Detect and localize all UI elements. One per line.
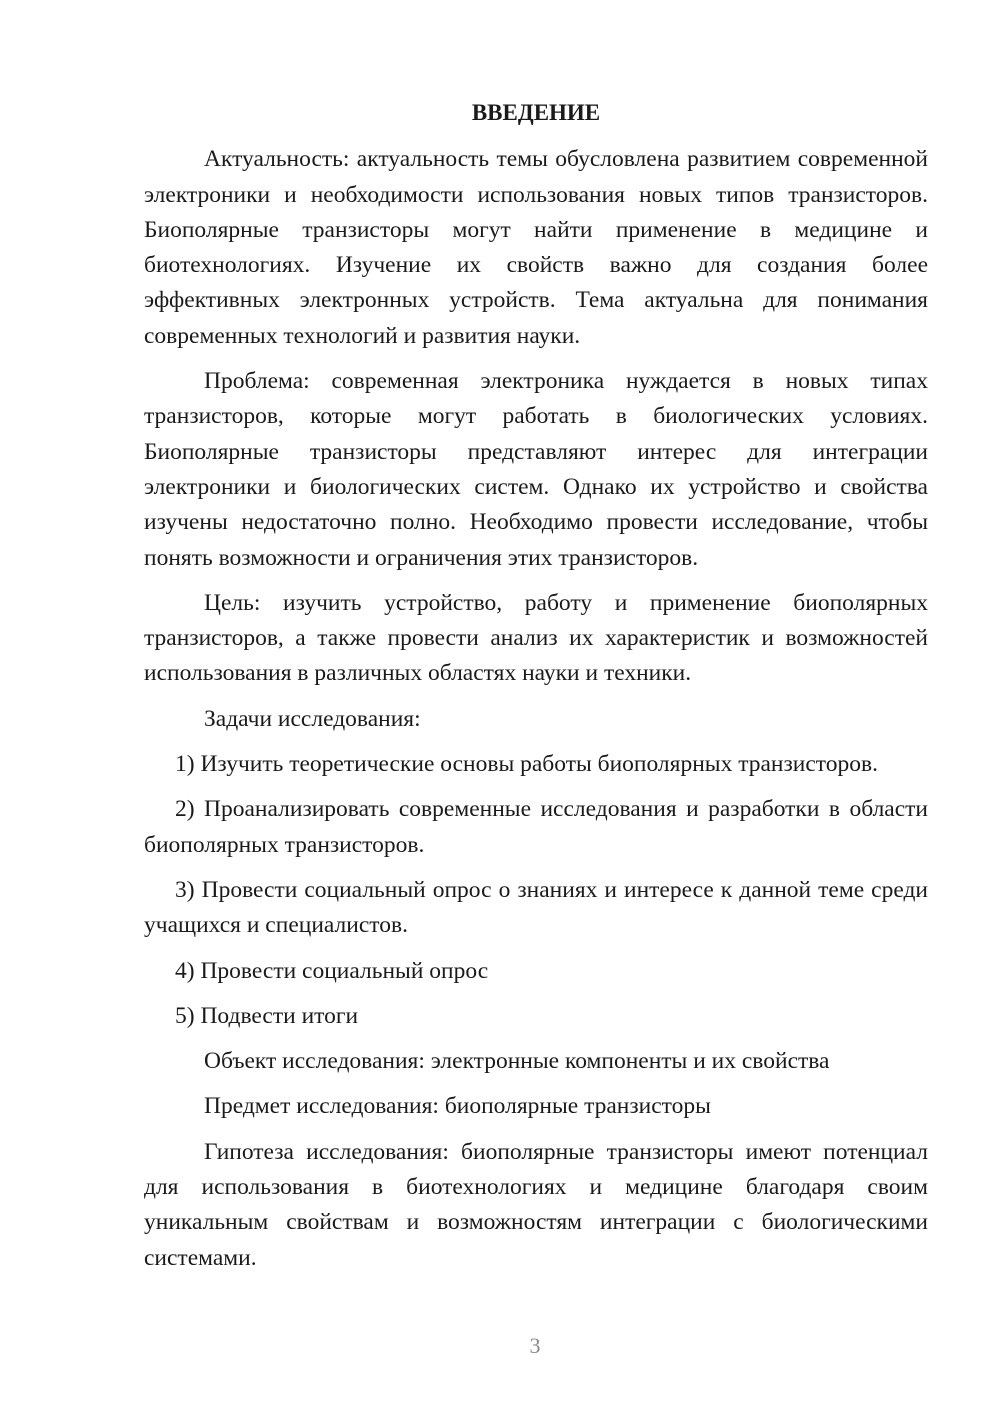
task-item: 3) Провести социальный опрос о знаниях и интересе к данной теме среди учащихся и специалистов.	[144, 876, 928, 939]
relevance-paragraph: Актуальность: актуальность темы обусловлена развитием современной электроники и необходимости использования новых типов транзисторов. Биополярные транзисторы могут найти применение в медицине и биотехнологиях. Изучение их свойств важно для создания более эффективных электронных устройств. Тема актуальна для понимания современных технологий и развития науки.	[144, 146, 928, 349]
goal-paragraph: Цель: изучить устройство, работу и применение биополярных транзисторов, а также провести анализ их характеристик и возможностей использования в различных областях науки и техники.	[144, 589, 928, 687]
page-body	[144, 95, 928, 1276]
task-item: 5) Подвести итоги	[175, 1002, 359, 1029]
task-item: 1) Изучить теоретические основы работы биополярных транзисторов.	[175, 751, 878, 778]
subject-paragraph: Предмет исследования: биополярные транзисторы	[204, 1093, 711, 1120]
task-item: 4) Провести социальный опрос	[175, 957, 489, 984]
problem-paragraph: Проблема: современная электроника нуждается в новых типах транзисторов, которые могут работать в биологических условиях. Биополярные транзисторы представляют интерес для интеграции электроники и биологических систем. Однако их устройство и свойства изучены недостаточно полно. Необходимо провести исследование, чтобы понять возможности и ограничения этих транзисторов.	[144, 368, 928, 571]
page-number: 3	[529, 1333, 541, 1358]
section-heading: ВВЕДЕНИЕ	[471, 100, 601, 125]
task-item: 2) Проанализировать современные исследования и разработки в области биополярных транзисторов.	[144, 796, 928, 858]
hypothesis-paragraph: Гипотеза исследования: биополярные транзисторы имеют потенциал для использования в биотехнологиях и медицине благодаря своим уникальным свойствам и возможностям интеграции с биологическими системами.	[144, 1138, 928, 1271]
tasks-heading: Задачи исследования:	[204, 705, 421, 732]
object-paragraph: Объект исследования: электронные компоненты и их свойства	[204, 1048, 830, 1075]
